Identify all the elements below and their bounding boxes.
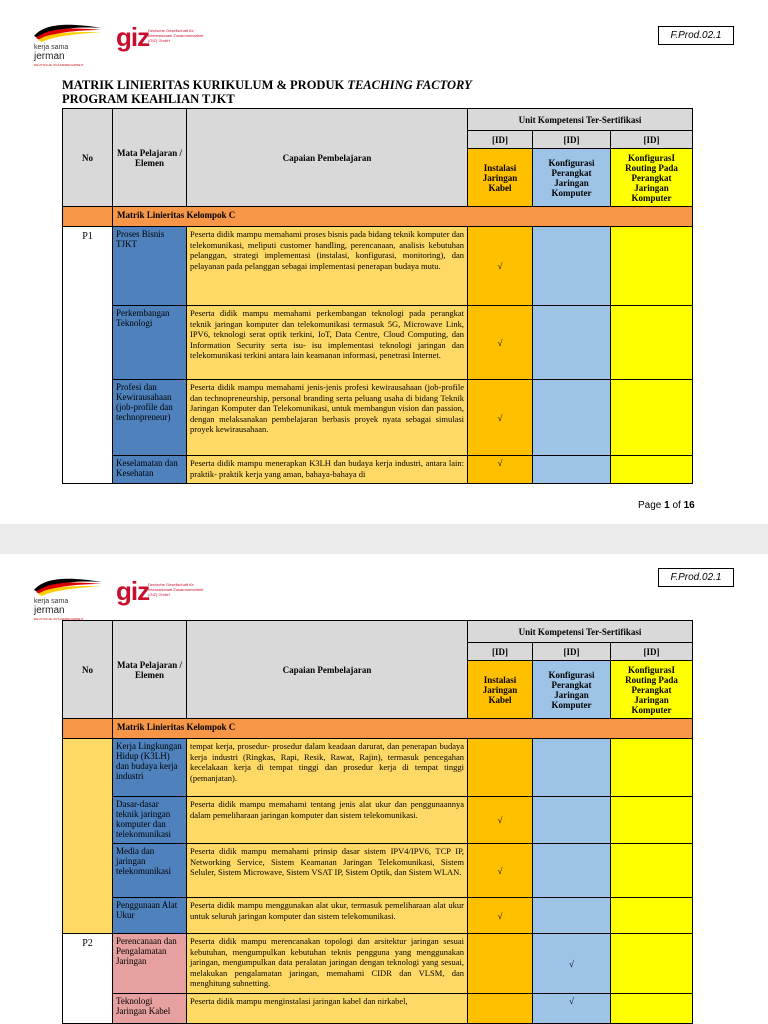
row-number: P2	[63, 934, 113, 1024]
header-id-2: [ID]	[533, 131, 611, 149]
header-unit-3: KonfigurasI Routing Pada Perangkat Jaringan Komputer	[611, 149, 693, 207]
header-capaian: Capaian Pembelajaran	[187, 109, 468, 207]
unit-1-check	[468, 739, 533, 797]
unit-3-check	[611, 739, 693, 797]
unit-3-check	[611, 797, 693, 844]
capaian-cell: Peserta didik mampu memahami jenis-jenis profesi kewirausahaan (job-profile dan technopreneurship, personal branding serta peluang usaha di bidang Teknik Jaringan Komputer dan Telekomunikasi, untuk membangun vision dan passion, dengan melaksanakan pembelajaran berbasis proyek nyata sebagai simulasi proyek kewirausahaan.	[187, 380, 468, 456]
subject-cell: Penggunaan Alat Ukur	[113, 898, 187, 934]
unit-3-check	[611, 456, 693, 484]
unit-1-check: √	[468, 306, 533, 380]
header-unit-kompetensi: Unit Kompetensi Ter-Sertifikasi	[468, 109, 693, 131]
unit-2-check: √	[533, 994, 611, 1024]
giz-brand-sub: Deutsche Gesellschaft für Internationale Zusammenarbeit (GIZ) GmbH	[148, 28, 204, 43]
unit-1-check: √	[468, 456, 533, 484]
unit-1-check: √	[468, 898, 533, 934]
unit-3-check	[611, 844, 693, 898]
capaian-cell: Peserta didik mampu memahami proses bisnis pada bidang teknik komputer dan telekomunikasi, meliputi customer handling, perencanaan, analisis kebutuhan pelanggan, strategi implementasi (instalasi, konfigurasi, monitoring), dan pelayanan pada pelanggan sebagai implementasi penerapan budaya mutu.	[187, 227, 468, 306]
header-unit-1: Instalasi Jaringan Kabel	[468, 149, 533, 207]
group-row-label: Matrik Linieritas Kelompok C	[113, 719, 693, 739]
header-unit-3: KonfigurasI Routing Pada Perangkat Jaringan Komputer	[611, 661, 693, 719]
logo-tagline: jerman	[34, 51, 65, 62]
group-row-no	[63, 719, 113, 739]
header-mata-pelajaran: Mata Pelajaran / Elemen	[113, 621, 187, 719]
logo-tagline: jerman	[34, 605, 65, 616]
header-unit-2: Konfigurasi Perangkat Jaringan Komputer	[533, 661, 611, 719]
capaian-cell: Peserta didik mampu memahami perkembangan teknologi pada perangkat teknik jaringan komputer dan telekomunikasi termasuk 5G, Microwave Link, IPV6, teknologi serat optik terkini, IoT, Data Centre, Cloud Computing, dan Information Security serta isu- isu implementasi teknologi jaringan dan telekomunikasi terkini antara lain keamanan informasi, penetrasi Internet.	[187, 306, 468, 380]
document-page-2	[0, 554, 768, 1024]
german-flag-swoosh-icon	[32, 576, 104, 596]
document-title	[62, 78, 472, 106]
capaian-cell: Peserta didik mampu menginstalasi jaringan kabel dan nirkabel,	[187, 994, 468, 1024]
unit-1-check: √	[468, 844, 533, 898]
giz-brand: giz	[116, 22, 150, 52]
capaian-cell: Peserta didik mampu menerapkan K3LH dan budaya kerja industri, antara lain: praktik- praktik kerja yang aman, bahaya-bahaya di	[187, 456, 468, 484]
matrix-table-page-1	[62, 108, 693, 484]
page-total: 16	[683, 500, 695, 511]
capaian-cell: tempat kerja, prosedur- prosedur dalam keadaan darurat, dan penerapan budaya kerja industri (Ringkas, Rapi, Resik, Rawat, Rajin), termasuk pencegahan kecelakaan kerja di tempat tinggi dan prosedur kerja di tempat tinggi (pemanjatan).	[187, 739, 468, 797]
unit-2-check	[533, 898, 611, 934]
subject-cell: Teknologi Jaringan Kabel	[113, 994, 187, 1024]
header-capaian: Capaian Pembelajaran	[187, 621, 468, 719]
page-gap	[0, 524, 768, 554]
logo-tagline-small: kerja sama	[34, 598, 69, 605]
group-row-no	[63, 207, 113, 227]
unit-2-check	[533, 739, 611, 797]
subject-cell: Profesi dan Kewirausahaan (job-profile dan technopreneur)	[113, 380, 187, 456]
giz-logo	[32, 574, 212, 622]
header-id-3: [ID]	[611, 643, 693, 661]
subject-cell: Dasar-dasar teknik jaringan komputer dan telekomunikasi	[113, 797, 187, 844]
german-flag-swoosh-icon	[32, 22, 104, 42]
unit-2-check: √	[533, 934, 611, 994]
unit-1-check	[468, 934, 533, 994]
title-line-1	[62, 78, 472, 92]
capaian-cell: Peserta didik mampu memahami prinsip dasar sistem IPV4/IPV6, TCP IP, Networking Service, Sistem Keamanan Jaringan Telekomunikasi, Sistem Seluler, Sistem Microwave, Sistem VSAT IP, Sistem Optik, dan Sistem WLAN.	[187, 844, 468, 898]
header-id-3: [ID]	[611, 131, 693, 149]
capaian-cell: Peserta didik mampu memahami tentang jenis alat ukur dan penggunaannya dalam pemeliharaan jaringan komputer dan sistem telekomunikasi.	[187, 797, 468, 844]
subject-cell: Proses Bisnis TJKT	[113, 227, 187, 306]
subject-cell: Kerja Lingkungan Hidup (K3LH) dan budaya kerja industri	[113, 739, 187, 797]
header-unit-2: Konfigurasi Perangkat Jaringan Komputer	[533, 149, 611, 207]
form-code: F.Prod.02.1	[658, 26, 734, 45]
unit-2-check	[533, 227, 611, 306]
row-number: P1	[63, 227, 113, 484]
form-code: F.Prod.02.1	[658, 568, 734, 587]
header-no: No	[63, 621, 113, 719]
unit-2-check	[533, 456, 611, 484]
title-prefix: MATRIK LINIERITAS KURIKULUM & PRODUK	[62, 78, 348, 92]
subject-cell: Media dan jaringan telekomunikasi	[113, 844, 187, 898]
unit-1-check: √	[468, 380, 533, 456]
giz-logo	[32, 20, 212, 68]
giz-brand-sub: Deutsche Gesellschaft für Internationale Zusammenarbeit (GIZ) GmbH	[148, 582, 204, 597]
unit-2-check	[533, 380, 611, 456]
page-current: 1	[664, 500, 670, 511]
unit-2-check	[533, 797, 611, 844]
capaian-cell: Peserta didik mampu menggunakan alat ukur, termasuk pemeliharaan alat ukur untuk seluruh jaringan komputer dan sistem telekomunikasi.	[187, 898, 468, 934]
unit-1-check: √	[468, 227, 533, 306]
header-id-1: [ID]	[468, 131, 533, 149]
unit-3-check	[611, 227, 693, 306]
matrix-table-page-2	[62, 620, 693, 1024]
unit-2-check	[533, 306, 611, 380]
giz-brand: giz	[116, 576, 150, 606]
unit-3-check	[611, 898, 693, 934]
title-italic: TEACHING FACTORY	[347, 78, 472, 92]
unit-1-check: √	[468, 797, 533, 844]
header-id-1: [ID]	[468, 643, 533, 661]
logo-tagline-tiny: DEUTSCHE ZUSAMMENARBEIT	[34, 63, 84, 67]
group-row-label: Matrik Linieritas Kelompok C	[113, 207, 693, 227]
capaian-cell: Peserta didik mampu merencanakan topologi dan arsitektur jaringan sesuai kebutuhan, mengumpulkan kebutuhan teknis pengguna yang menggunakan jaringan, mengumpulkan data peralatan jaringan dengan teknologi yang sesuai, melakukan pengalamatan jaringan, memahami CIDR dan VLSM, dan menghitung subnetting.	[187, 934, 468, 994]
unit-1-check	[468, 994, 533, 1024]
logo-tagline-small: kerja sama	[34, 44, 69, 51]
unit-3-check	[611, 994, 693, 1024]
subject-cell: Perkembangan Teknologi	[113, 306, 187, 380]
header-unit-1: Instalasi Jaringan Kabel	[468, 661, 533, 719]
header-no: No	[63, 109, 113, 207]
title-line-2: PROGRAM KEAHLIAN TJKT	[62, 92, 235, 106]
header-unit-kompetensi: Unit Kompetensi Ter-Sertifikasi	[468, 621, 693, 643]
unit-2-check	[533, 844, 611, 898]
page-label: Page	[638, 500, 665, 511]
unit-3-check	[611, 380, 693, 456]
page-number	[638, 500, 695, 511]
row-number	[63, 739, 113, 934]
unit-3-check	[611, 306, 693, 380]
logo-tagline-tiny: DEUTSCHE ZUSAMMENARBEIT	[34, 617, 84, 621]
subject-cell: Perencanaan dan Pengalamatan Jaringan	[113, 934, 187, 994]
unit-3-check	[611, 934, 693, 994]
header-mata-pelajaran: Mata Pelajaran / Elemen	[113, 109, 187, 207]
subject-cell: Keselamatan dan Kesehatan	[113, 456, 187, 484]
page-of: of	[669, 500, 684, 511]
header-id-2: [ID]	[533, 643, 611, 661]
